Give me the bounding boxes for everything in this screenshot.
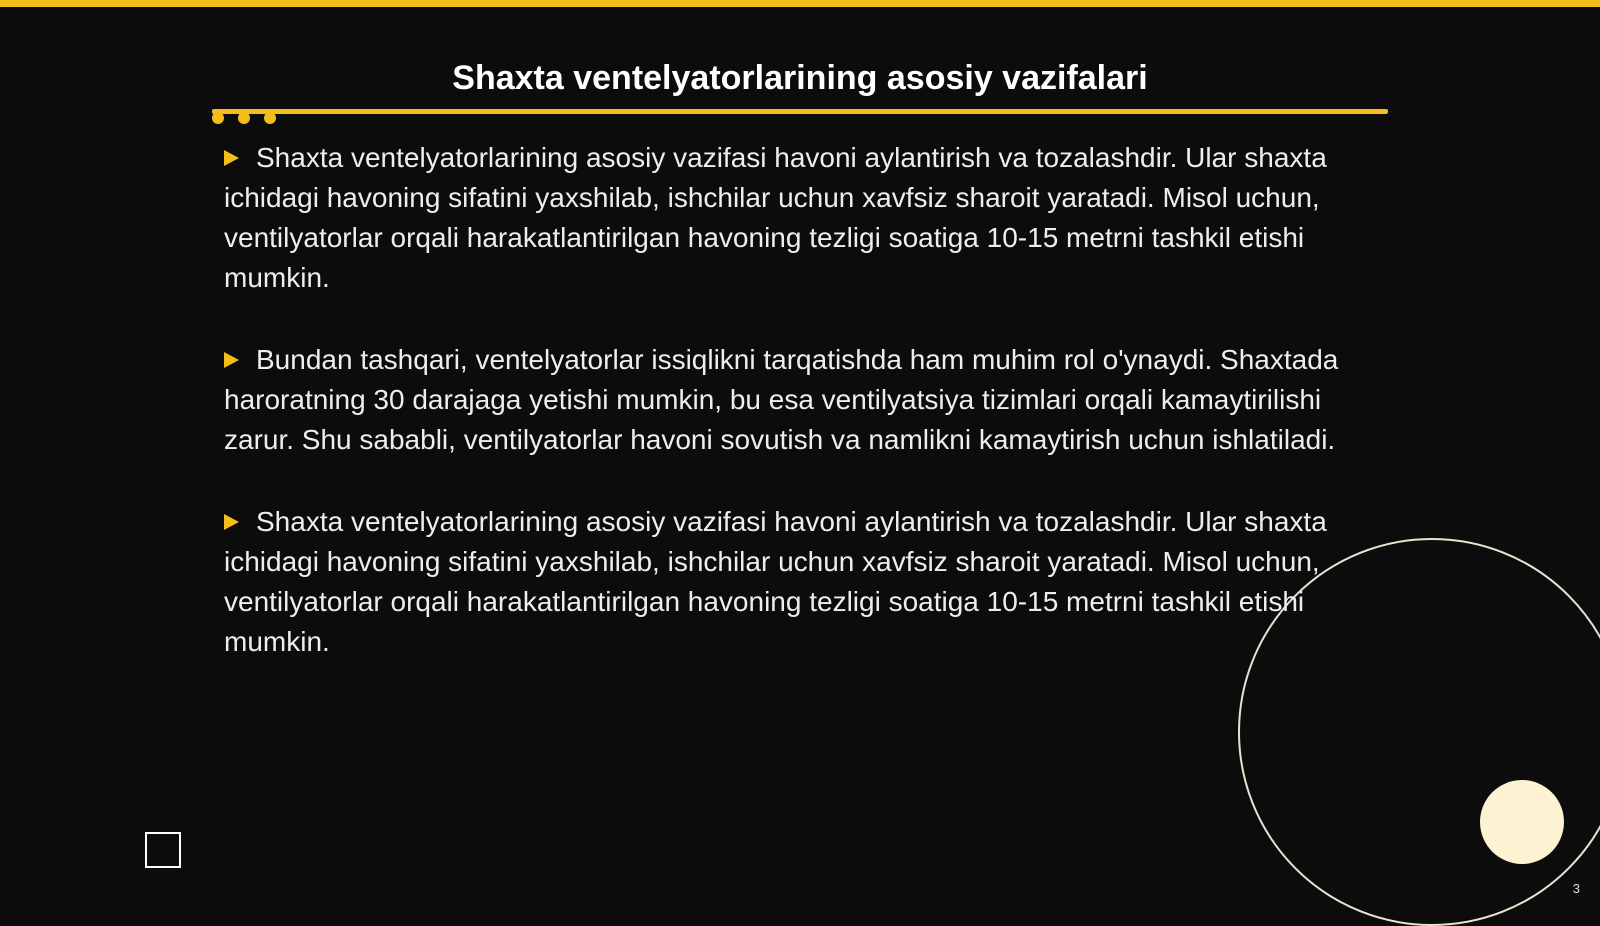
triangle-bullet-icon bbox=[224, 352, 239, 368]
slide-title: Shaxta ventelyatorlarining asosiy vazifalari bbox=[452, 59, 1148, 97]
paragraph-text: Shaxta ventelyatorlarining asosiy vazifasi havoni aylantirish va tozalashdir. Ular shaxta ichidagi havoning sifatini yaxshilab, ishchilar uchun xavfsiz sharoit yaratadi. Misol uchun, ventilyatorlar orqali harakatlantirilgan havoning tezligi soatiga 10-15 metrni tashkil etishi mumkin. bbox=[224, 142, 1327, 293]
title-underline bbox=[212, 109, 1388, 114]
bullet-paragraph bbox=[224, 138, 1384, 298]
triangle-bullet-icon bbox=[224, 150, 239, 166]
decorative-square bbox=[145, 832, 181, 868]
decor-dot bbox=[212, 112, 224, 124]
decor-dot bbox=[264, 112, 276, 124]
top-accent-bar bbox=[0, 0, 1600, 7]
decor-dot bbox=[238, 112, 250, 124]
page-number: 3 bbox=[1572, 881, 1580, 896]
triangle-bullet-icon bbox=[224, 514, 239, 530]
decorative-ball bbox=[1480, 780, 1564, 864]
paragraph-text: Bundan tashqari, ventelyatorlar issiqlikni tarqatishda ham muhim rol o'ynaydi. Shaxtada haroratning 30 darajaga yetishi mumkin, bu esa ventilyatsiya tizimlari orqali kamaytirilishi zarur. Shu sababli, ventilyatorlar havoni sovutish va namlikni kamaytirish uchun ishlatiladi. bbox=[224, 344, 1339, 455]
paragraph-text: Shaxta ventelyatorlarining asosiy vazifasi havoni aylantirish va tozalashdir. Ular shaxta ichidagi havoning sifatini yaxshilab, ishchilar uchun xavfsiz sharoit yaratadi. Misol uchun, ventilyatorlar orqali harakatlantirilgan havoning tezligi soatiga 10-15 metrni tashkil etishi mumkin. bbox=[224, 506, 1327, 657]
slide-body bbox=[224, 138, 1384, 704]
bullet-paragraph bbox=[224, 340, 1384, 460]
bullet-paragraph bbox=[224, 502, 1384, 662]
